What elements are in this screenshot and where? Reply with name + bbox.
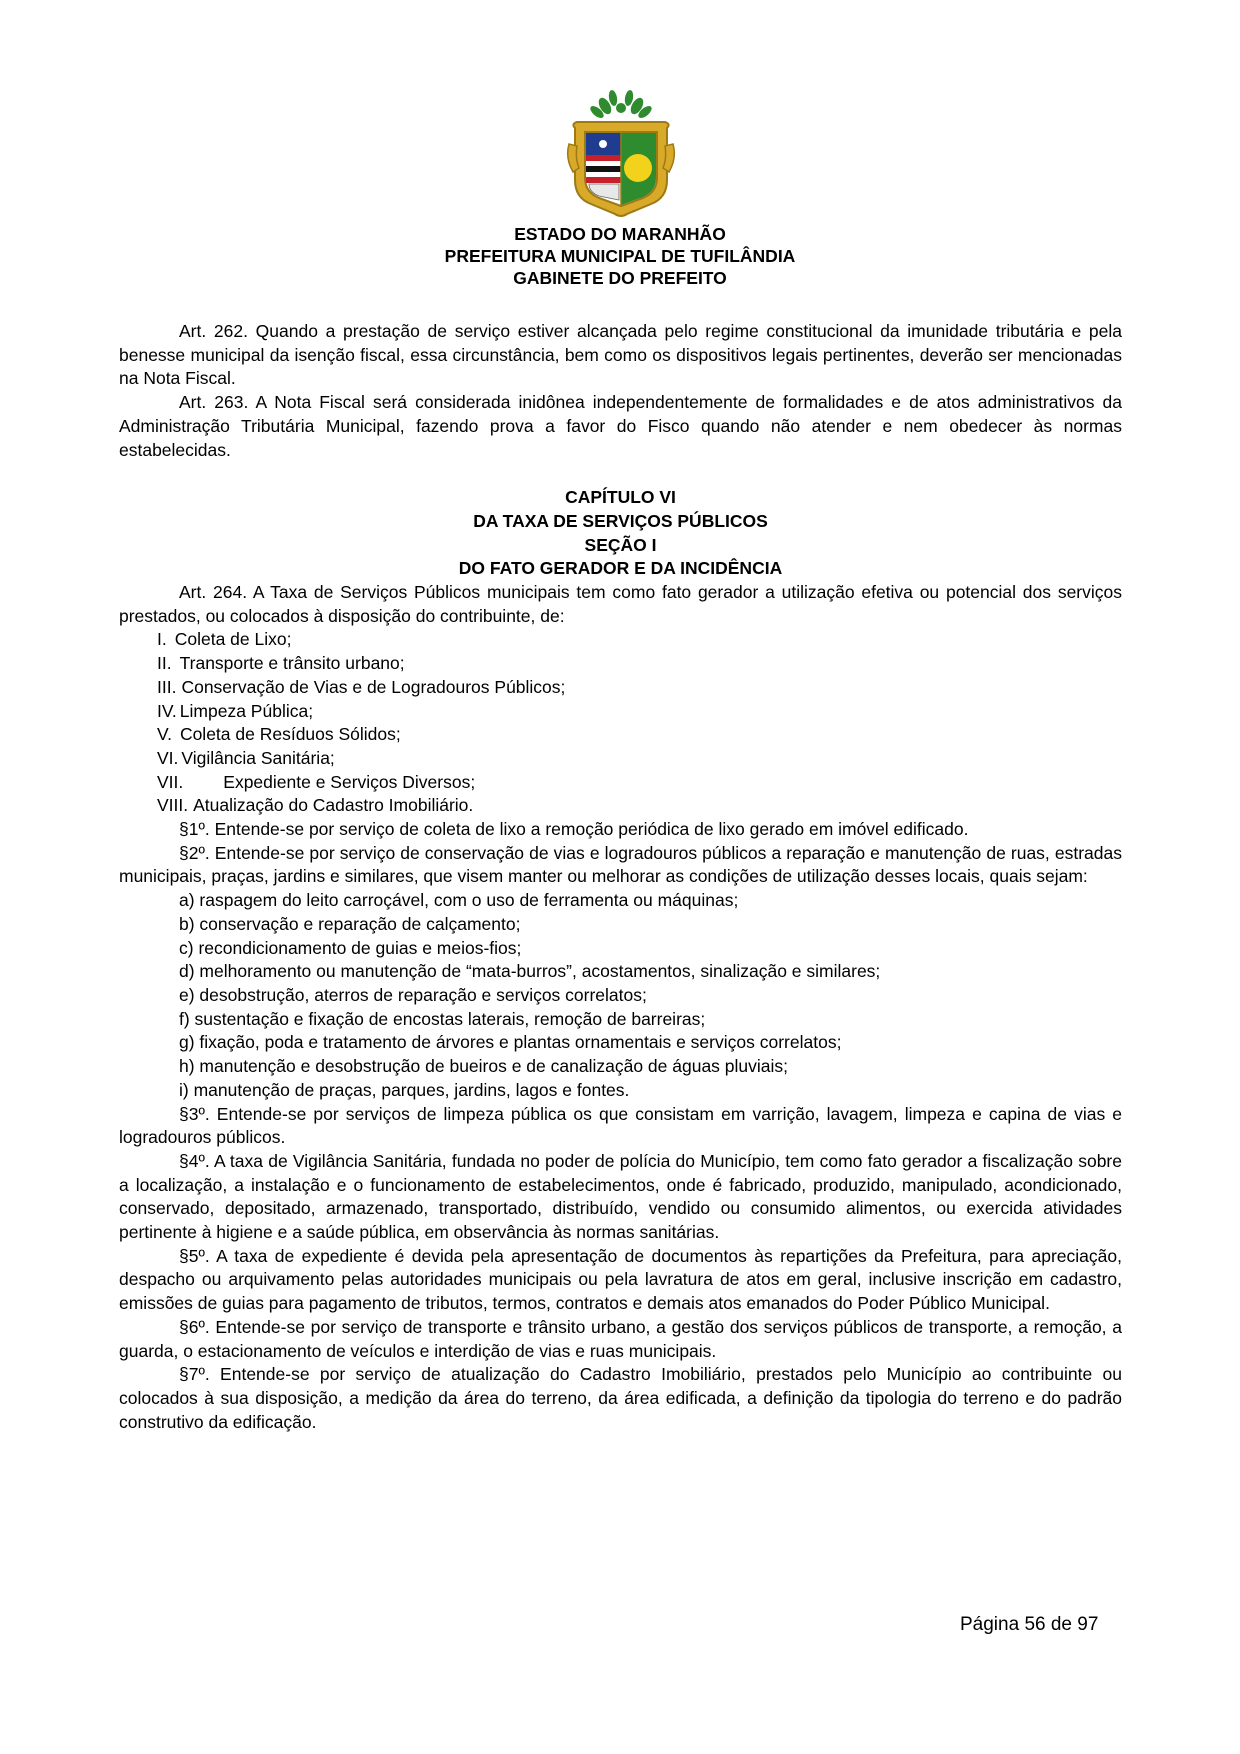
municipal-coat-of-arms <box>565 88 677 220</box>
document-header <box>0 223 1240 289</box>
list-item: III. Conservação de Vias e de Logradouros Públicos; <box>157 676 566 697</box>
article-264: Art. 264. A Taxa de Serviços Públicos municipais tem como fato gerador a utilização efetiva ou potencial dos serviços prestados, ou colocados à disposição do contribuinte, de: <box>119 582 1122 626</box>
sub-item: i) manutenção de praças, parques, jardins, lagos e fontes. <box>179 1079 630 1100</box>
sub-item: d) melhoramento ou manutenção de “mata-burros”, acostamentos, sinalização e similares; <box>179 961 881 982</box>
sub-item: b) conservação e reparação de calçamento; <box>179 913 521 934</box>
document-body <box>119 320 1122 1434</box>
sub-item: e) desobstrução, aterros de reparação e serviços correlatos; <box>179 984 647 1005</box>
paragraph-4: §4º. A taxa de Vigilância Sanitária, fundada no poder de polícia do Município, tem como fato gerador a fiscalização sobre a localização, a instalação e o funcionamento de estabelecimentos, onde é fabricado, produzido, manipulado, acondicionado, conservado, depositado, armazenado, transportado, distribuído, vendido ou consumido alimentos, ou exercida atividades pertinente à higiene e a saúde pública, em observância às normas sanitárias. <box>119 1150 1122 1243</box>
paragraph-1: §1º. Entende-se por serviço de coleta de lixo a remoção periódica de lixo gerado em imóvel edificado. <box>179 819 969 840</box>
header-office: GABINETE DO PREFEITO <box>513 268 727 288</box>
section-subtitle: DO FATO GERADOR E DA INCIDÊNCIA <box>458 558 783 579</box>
section-title: SEÇÃO I <box>584 534 657 555</box>
article-262: Art. 262. Quando a prestação de serviço estiver alcançada pelo regime constitucional da imunidade tributária e pela benesse municipal da isenção fiscal, essa circunstância, bem como os dispositivos legais pertinentes, deverão ser mencionadas na Nota Fiscal. <box>119 321 1122 389</box>
header-state: ESTADO DO MARANHÃO <box>514 224 726 244</box>
sub-item: f) sustentação e fixação de encostas laterais, remoção de barreiras; <box>179 1008 706 1029</box>
list-item: I. Coleta de Lixo; <box>157 629 292 650</box>
header-municipality: PREFEITURA MUNICIPAL DE TUFILÂNDIA <box>444 246 796 266</box>
chapter-title: CAPÍTULO VI <box>565 487 676 508</box>
sub-item: a) raspagem do leito carroçável, com o uso de ferramenta ou máquinas; <box>179 890 739 911</box>
sub-item: g) fixação, poda e tratamento de árvores e plantas ornamentais e serviços correlatos; <box>179 1032 842 1053</box>
sub-item: h) manutenção e desobstrução de bueiros e de canalização de águas pluviais; <box>179 1056 789 1077</box>
paragraph-3: §3º. Entende-se por serviços de limpeza pública os que consistam em varrição, lavagem, limpeza e capina de vias e logradouros públicos. <box>119 1103 1122 1148</box>
list-item: VII. Expediente e Serviços Diversos; <box>157 771 476 792</box>
chapter-subtitle: DA TAXA DE SERVIÇOS PÚBLICOS <box>473 510 768 531</box>
paragraph-7: §7º. Entende-se por serviço de atualização do Cadastro Imobiliário, prestados pelo Município ao contribuinte ou colocados à sua disposição, a medição da área do terreno, da área edificada, a definição da tipologia do terreno e do padrão construtivo da edificação. <box>119 1364 1122 1432</box>
article-263: Art. 263. A Nota Fiscal será considerada inidônea independentemente de formalidades e de atos administrativos da Administração Tributária Municipal, fazendo prova a favor do Fisco quando não atender e nem obedecer às normas estabelecidas. <box>119 392 1122 460</box>
list-item: II. Transporte e trânsito urbano; <box>157 653 405 674</box>
list-item: VIII. Atualização do Cadastro Imobiliário. <box>157 795 474 816</box>
paragraph-5: §5º. A taxa de expediente é devida pela apresentação de documentos às repartições da Prefeitura, para apreciação, despacho ou arquivamento pelas autoridades municipais ou pela lavratura de atos em geral, inclusive inscrição em cadastro, emissões de guias para pagamento de tributos, termos, contratos e demais atos emanados do Poder Público Municipal. <box>119 1245 1122 1314</box>
sub-item: c) recondicionamento de guias e meios-fios; <box>179 937 522 958</box>
page-number: Página 56 de 97 <box>960 1614 1099 1635</box>
list-item: IV. Limpeza Pública; <box>157 700 314 721</box>
list-item: VI. Vigilância Sanitária; <box>157 747 335 768</box>
list-item: V. Coleta de Resíduos Sólidos; <box>157 724 401 745</box>
paragraph-2: §2º. Entende-se por serviço de conservação de vias e logradouros públicos a reparação e manutenção de ruas, estradas municipais, praças, jardins e similares, que visem manter ou melhorar as condições de utilização desses locais, quais sejam: <box>119 842 1122 887</box>
paragraph-6: §6º. Entende-se por serviço de transporte e trânsito urbano, a gestão dos serviços públicos de transporte, a remoção, a guarda, o estacionamento de veículos e interdição de vias e ruas municipais. <box>119 1316 1122 1361</box>
